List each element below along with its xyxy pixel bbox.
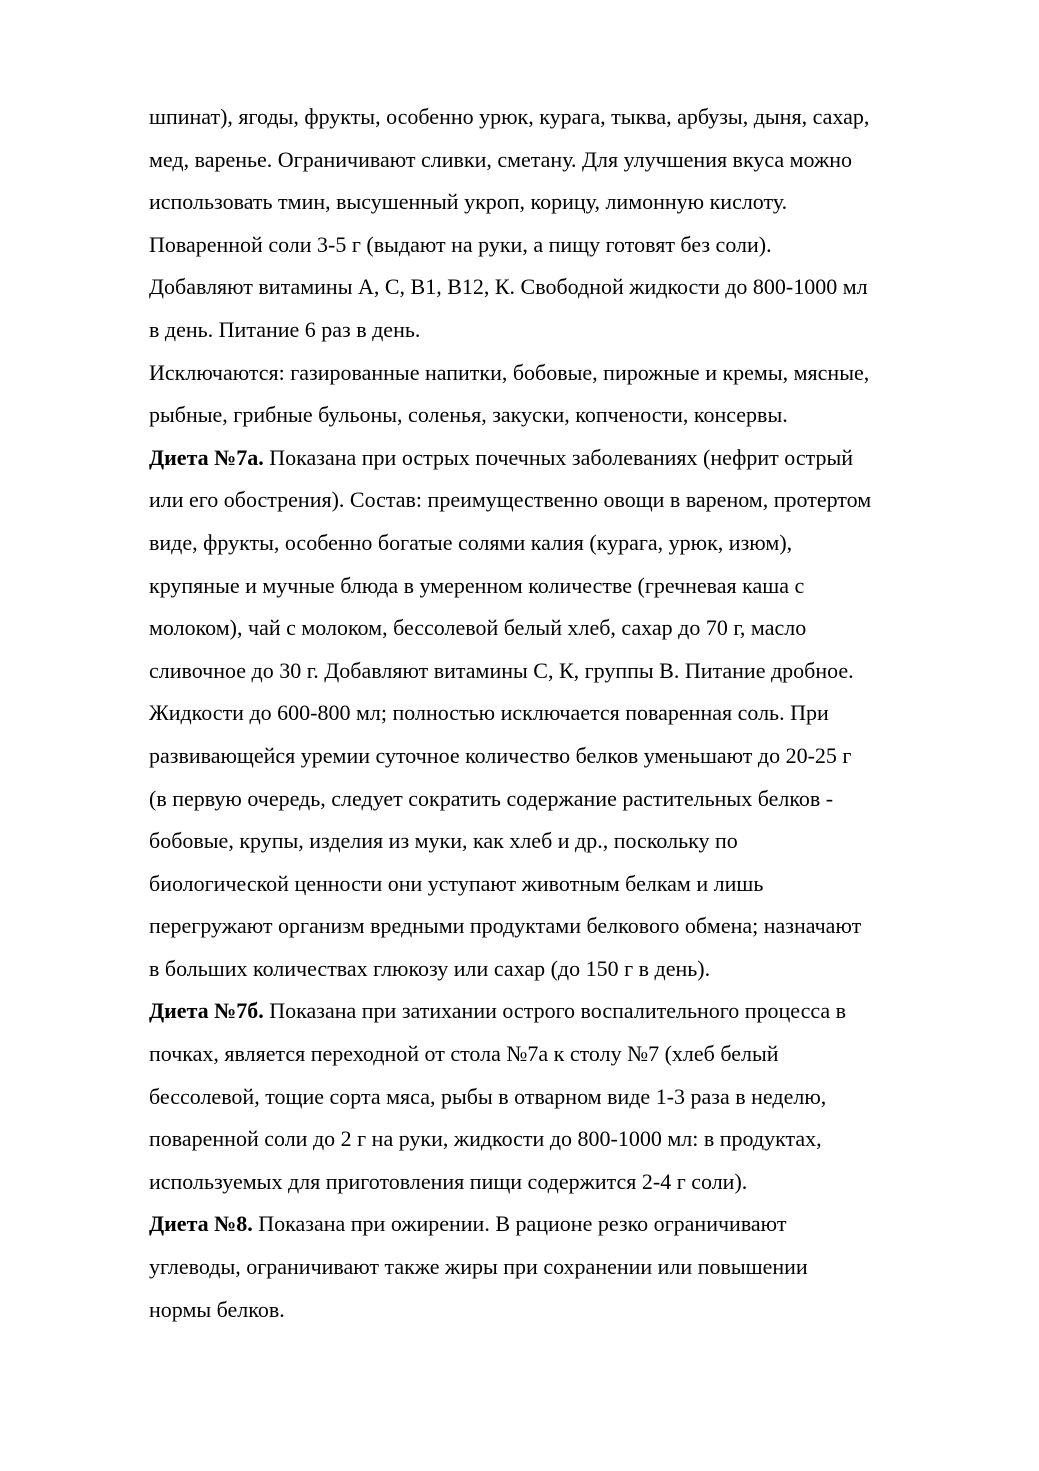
- text-line: используемых для приготовления пищи содержится 2-4 г соли).: [149, 1168, 748, 1194]
- text-line: перегружают организм вредными продуктами белкового обмена; назначают: [149, 913, 862, 939]
- diet-7a-heading: Диета №7а.: [149, 444, 264, 470]
- diet-7a-first-line: [149, 437, 969, 480]
- diet-8-first-line: [149, 1203, 969, 1246]
- text-line: развивающейся уремии суточное количество белков уменьшают до 20-25 г: [149, 742, 852, 768]
- text-line: или его обострения). Состав: преимущественно овощи в вареном, протертом: [149, 487, 872, 513]
- diet-7b-heading: Диета №7б.: [149, 998, 264, 1024]
- text-line: молоком), чай с молоком, бессолевой белый хлеб, сахар до 70 г, масло: [149, 615, 807, 641]
- text-line: рыбные, грибные бульоны, соленья, закуски, копчености, консервы.: [149, 402, 788, 428]
- text-line: шпинат), ягоды, фрукты, особенно урюк, курага, тыква, арбузы, дыня, сахар,: [149, 104, 870, 129]
- diet-7b-first-line: [149, 990, 969, 1033]
- text-line: почках, является переходной от стола №7а к столу №7 (хлеб белый: [149, 1041, 779, 1067]
- text-line: углеводы, ограничивают также жиры при сохранении или повышении: [149, 1254, 808, 1280]
- document-page: [149, 96, 969, 1331]
- text-line: поваренной соли до 2 г на руки, жидкости до 800-1000 мл: в продуктах,: [149, 1126, 822, 1152]
- text-line: нормы белков.: [149, 1296, 285, 1322]
- text-line: в больших количествах глюкозу или сахар (до 150 г в день).: [149, 955, 711, 981]
- text-line: (в первую очередь, следует сократить содержание растительных белков -: [149, 785, 834, 811]
- text-line: Поваренной соли 3-5 г (выдают на руки, а пищу готовят без соли).: [149, 231, 772, 257]
- text-line: в день. Питание 6 раз в день.: [149, 316, 421, 342]
- text-line: крупяные и мучные блюда в умеренном количестве (гречневая каша с: [149, 572, 805, 598]
- diet-7b-first-line-text: Показана при затихании острого воспалительного процесса в: [263, 998, 847, 1024]
- diet-8-first-line-text: Показана при ожирении. В рационе резко ограничивают: [252, 1211, 787, 1237]
- text-line: использовать тмин, высушенный укроп, корицу, лимонную кислоту.: [149, 189, 788, 215]
- text-line: Жидкости до 600-800 мл; полностью исключается поваренная соль. При: [149, 700, 829, 726]
- text-line: биологической ценности они уступают животным белкам и лишь: [149, 870, 764, 896]
- text-line: бобовые, крупы, изделия из муки, как хлеб и др., поскольку по: [149, 828, 738, 854]
- text-line: сливочное до 30 г. Добавляют витамины С, К, группы В. Питание дробное.: [149, 657, 854, 683]
- text-line: Добавляют витамины А, С, В1, В12, К. Свободной жидкости до 800-1000 мл: [149, 274, 868, 300]
- text-line: бессолевой, тощие сорта мяса, рыбы в отварном виде 1-3 раза в неделю,: [149, 1083, 827, 1109]
- text-line: Исключаются: газированные напитки, бобовые, пирожные и кремы, мясные,: [149, 359, 870, 385]
- text-line: мед, варенье. Ограничивают сливки, сметану. Для улучшения вкуса можно: [149, 146, 852, 172]
- diet-8-heading: Диета №8.: [149, 1211, 253, 1237]
- diet-7a-first-line-text: Показана при острых почечных заболеваниях (нефрит острый: [263, 444, 854, 470]
- text-line: виде, фрукты, особенно богатые солями калия (курага, урюк, изюм),: [149, 529, 793, 555]
